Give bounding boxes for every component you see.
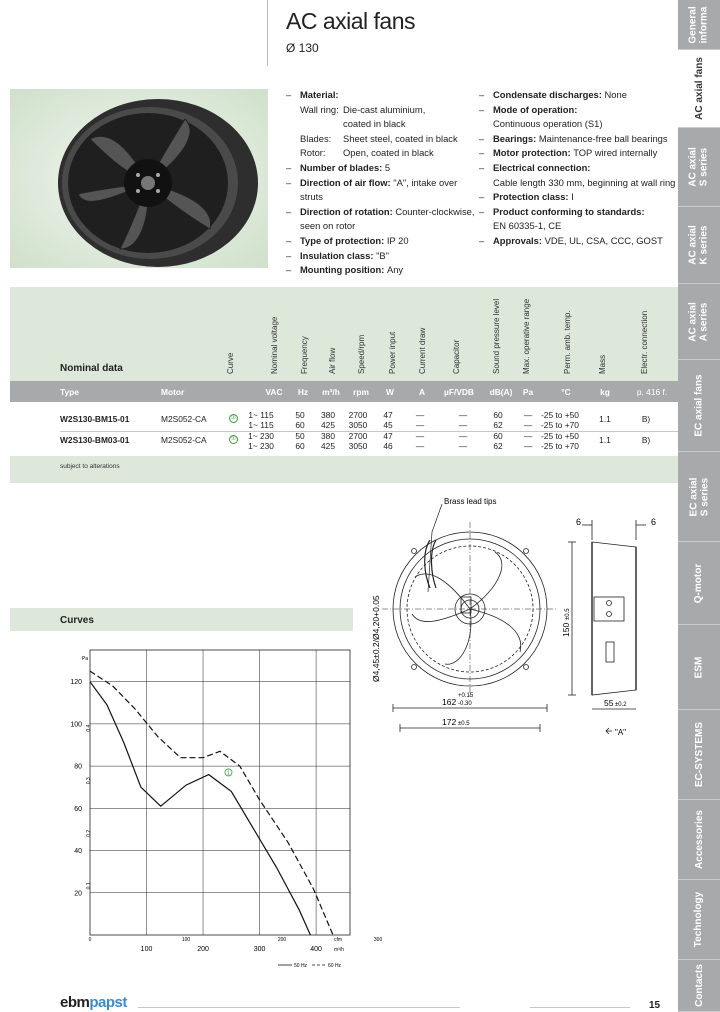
standards-value: EN 60335-1, CE: [493, 220, 562, 232]
insulation-value: "B": [376, 249, 389, 261]
nominal-data-title: Nominal data: [60, 363, 123, 374]
dim-172-tol: ±0.5: [458, 721, 470, 727]
performance-chart: [60, 645, 383, 975]
speed-cell: 2700: [348, 431, 368, 441]
voltage-cell: 1~ 230: [248, 441, 274, 451]
unit-header: Type: [60, 387, 79, 397]
connection-cell: B): [641, 435, 651, 445]
unit-header: °C: [561, 387, 571, 397]
side-tab-5[interactable]: [678, 360, 720, 452]
side-tab-10[interactable]: [678, 800, 720, 880]
rotation-value-2: seen on rotor: [300, 220, 356, 232]
side-tab-label: General informa: [688, 5, 710, 44]
column-header: Mass: [598, 354, 607, 374]
side-tab-12[interactable]: [678, 960, 720, 1012]
temp-cell: -25 to +70: [541, 420, 579, 430]
bearings-value: Maintenance-free ball bearings: [538, 132, 668, 144]
sound-cell: 60: [493, 410, 503, 420]
pressure-cell: —: [523, 410, 533, 420]
dim-6-left: 6: [576, 517, 582, 527]
airflow-cell: 380: [321, 410, 335, 420]
voltage-cell: 1~ 230: [248, 431, 274, 441]
type-cell: W2S130-BM03-01: [60, 435, 130, 445]
motor-cell: M2S052-CA: [161, 435, 207, 445]
side-tab-label: EC-SYSTEMS: [693, 721, 705, 788]
specs-left: – Material: Wall ring: Die-cast aluminium, coated in black Blades: Sheet steel, coated in black Rotor: Open, coated in black – Number of blades: 5 – Direction of air flow: "A", intake over struts – Direction of rotation: Counter-clockwise, seen on rotor – Type of protection: IP 20 – Insulation class: "B" – Mounting position: Any: [286, 88, 475, 278]
product-photo: [10, 89, 268, 268]
column-header: Power input: [388, 331, 397, 374]
frequency-cell: 60: [295, 420, 305, 430]
power-cell: 45: [383, 420, 393, 430]
side-tab-label: Contacts: [693, 964, 705, 1007]
connection-cell: B): [641, 414, 651, 424]
sound-cell: 62: [493, 441, 503, 451]
y-tick-label: 40: [74, 848, 82, 856]
speed-cell: 3050: [348, 441, 368, 451]
x-tick-label: 200: [197, 946, 209, 953]
curve-label-text: 1: [227, 770, 230, 777]
side-tab-7[interactable]: [678, 542, 720, 625]
x-tick-label: 300: [253, 946, 266, 953]
airflow-mark: "A": [615, 728, 627, 737]
rotation-value: Counter-clockwise,: [395, 205, 475, 217]
sound-cell: 62: [493, 420, 503, 430]
airflow-cell: 425: [321, 441, 335, 451]
units-band: [10, 381, 678, 402]
current-cell: —: [415, 431, 425, 441]
capacitor-cell: —: [458, 420, 468, 430]
column-header: Curve: [226, 352, 235, 374]
airflow-cell: 425: [321, 420, 335, 430]
capacitor-cell: —: [458, 431, 468, 441]
mounting-value: Any: [386, 264, 404, 276]
wall-ring-value: Die-cast aluminium,: [343, 103, 426, 115]
num-blades-label: Number of blades:: [300, 161, 383, 173]
pressure-cell: —: [523, 420, 533, 430]
side-tab-8[interactable]: [678, 625, 720, 710]
column-header: Frequency: [300, 336, 309, 374]
type-cell: W2S130-BM15-01: [60, 414, 130, 424]
dim-162-tol-minus: -0.30: [458, 701, 472, 707]
dim-162-tol-plus: +0.15: [458, 693, 474, 699]
frequency-cell: 50: [295, 431, 305, 441]
legend-label: 50 Hz: [294, 963, 308, 969]
curve-number-badge: ①: [230, 415, 237, 421]
column-header: Air flow: [328, 347, 337, 374]
voltage-cell: 1~ 115: [248, 410, 274, 420]
mass-cell: 1.1: [599, 414, 611, 424]
unit-header: rpm: [353, 387, 369, 397]
side-tab-2[interactable]: [678, 128, 720, 207]
speed-cell: 2700: [348, 410, 368, 420]
electrical-label: Electrical connection:: [493, 161, 591, 173]
unit-header: m³/h: [322, 387, 340, 397]
header-divider: [267, 0, 268, 66]
callout-brass: Brass lead tips: [444, 497, 497, 506]
column-header: Sound pressure level: [492, 298, 501, 374]
current-cell: —: [415, 420, 425, 430]
side-tab-label: AC axial fans: [693, 57, 705, 120]
plot-frame: [90, 650, 350, 935]
column-header: Nominal voltage: [270, 316, 279, 374]
frequency-cell: 60: [295, 441, 305, 451]
standards-label: Product conforming to standards:: [493, 205, 645, 217]
unit-header: Hz: [297, 387, 309, 397]
x-tick-label: 100: [140, 946, 153, 953]
pressure-cell: —: [523, 431, 533, 441]
y-secondary-tick: 0.4: [86, 724, 92, 732]
dim-holes: Ø4,45±0.2/Ø4,20+0.05: [371, 595, 381, 682]
temp-cell: -25 to +50: [541, 410, 579, 420]
specs-right: – Condensate discharges: None – Mode of operation: Continuous operation (S1) – Bearings: Maintenance-free ball bearings – Motor protection: TOP wired internally – Electrical connection: Cable length 330 mm, beginning at wall ring – Protection class: I – Product conforming to standards: EN 60335-1, CE – Approvals: VDE, UL, CSA, CCC, GOST: [479, 88, 675, 249]
sound-cell: 60: [493, 431, 503, 441]
curve-number-badge: ①: [230, 436, 237, 442]
frequency-cell: 50: [295, 410, 305, 420]
num-blades-value: 5: [384, 161, 391, 173]
airflow-cell: 380: [321, 431, 335, 441]
page-subtitle: Ø 130: [286, 41, 319, 55]
unit-header: dB(A): [489, 387, 513, 397]
dim-172: 172: [442, 717, 457, 727]
ebmpapst-logo: ebmpapst: [60, 994, 127, 1011]
unit-header: A: [418, 387, 426, 397]
page-number: 15: [649, 1000, 661, 1011]
rotor-value: Open, coated in black: [343, 147, 434, 159]
side-tab-3[interactable]: [678, 207, 720, 284]
voltage-cell: 1~ 115: [248, 420, 274, 430]
side-tab-label: EC axial S series: [687, 477, 710, 516]
x-secondary-tick: 0: [88, 937, 92, 943]
legend-label: 60 Hz: [328, 963, 342, 969]
mode-label: Mode of operation:: [493, 103, 578, 115]
airflow-value: "A", intake over: [393, 176, 458, 188]
wall-ring-label: Wall ring:: [300, 103, 339, 115]
unit-header: Pa: [522, 387, 534, 397]
protection-class-value: I: [571, 191, 574, 203]
pressure-cell: —: [523, 441, 533, 451]
material-label: Material:: [300, 89, 339, 100]
y-tick-label: 100: [70, 721, 82, 729]
curves-title: Curves: [60, 615, 94, 626]
approvals-label: Approvals:: [493, 234, 542, 246]
page-title: AC axial fans: [286, 8, 416, 34]
y-tick-label: 120: [70, 679, 82, 687]
rotation-label: Direction of rotation:: [300, 205, 393, 217]
y-secondary-tick: 0.2: [86, 829, 92, 837]
side-tab-label: AC axial A series: [688, 301, 710, 342]
unit-header: p. 416 f.: [636, 387, 668, 397]
footnote: subject to alterations: [60, 463, 120, 470]
column-header: Capacitor: [452, 339, 461, 374]
y-tick-label: 20: [74, 890, 82, 898]
capacitor-cell: —: [458, 410, 468, 420]
side-tab-label: Q-motor: [693, 563, 705, 603]
motor-protection-label: Motor protection:: [493, 147, 571, 159]
dim-6-right: 6: [651, 517, 657, 527]
temp-cell: -25 to +50: [541, 431, 579, 441]
x-axis-secondary-label: cfm: [334, 937, 343, 943]
protection-type-label: Type of protection:: [300, 234, 385, 246]
x-axis-label: m³/h: [334, 947, 344, 953]
side-tab-nav: [678, 0, 720, 1012]
unit-header: µF/VDB: [444, 387, 474, 397]
column-header: Current draw: [418, 327, 427, 374]
wall-ring-value-2: coated in black: [343, 118, 406, 130]
unit-header: kg: [600, 387, 610, 397]
unit-header: VAC: [265, 387, 283, 397]
side-tab-label: Accessories: [693, 810, 705, 869]
current-cell: —: [415, 441, 425, 451]
power-cell: 47: [383, 410, 393, 420]
mounting-label: Mounting position:: [300, 264, 385, 276]
side-tab-label: AC axial K series: [688, 225, 710, 265]
y-tick-label: 80: [74, 763, 82, 771]
airflow-value-2: struts: [300, 191, 323, 203]
side-tab-0[interactable]: [678, 0, 720, 50]
series-line-60hz: [90, 671, 333, 935]
power-cell: 47: [383, 431, 393, 441]
side-tab-1[interactable]: [678, 50, 720, 128]
rotor-label: Rotor:: [300, 147, 326, 159]
current-cell: —: [415, 410, 425, 420]
blades-label: Blades:: [300, 132, 332, 144]
column-header: Speed/rpm: [357, 334, 366, 374]
electrical-value: Cable length 330 mm, beginning at wall ring: [493, 176, 676, 188]
side-tab-label: Technology: [693, 891, 705, 948]
dim-162: 162: [442, 697, 457, 707]
footer-rule-right: [530, 1007, 630, 1008]
column-header: Max. operative range: [522, 298, 531, 374]
temp-cell: -25 to +70: [541, 441, 579, 451]
side-tab-11[interactable]: [678, 880, 720, 960]
power-cell: 46: [383, 441, 393, 451]
dimension-drawing: [360, 492, 676, 742]
airflow-label: Direction of air flow:: [300, 176, 391, 188]
column-header: Perm. amb. temp.: [563, 310, 572, 374]
dim-55-tol: ±0.2: [615, 702, 627, 708]
column-header: Electr. connection: [640, 310, 649, 374]
footer-rule: [138, 1007, 460, 1008]
y-secondary-tick: 0.1: [86, 882, 92, 890]
x-tick-label: 400: [310, 946, 322, 953]
approvals-value: VDE, UL, CSA, CCC, GOST: [544, 234, 663, 246]
dim-150-tol: ±0.5: [565, 608, 571, 620]
motor-protection-value: TOP wired internally: [573, 147, 658, 159]
side-tab-label: EC axial fans: [693, 374, 705, 437]
blades-value: Sheet steel, coated in black: [343, 132, 458, 144]
unit-header: Motor: [161, 387, 185, 397]
x-secondary-tick: 100: [181, 937, 191, 943]
protection-class-label: Protection class:: [493, 191, 569, 203]
mode-value: Continuous operation (S1): [493, 118, 603, 130]
dim-150: 150: [561, 622, 571, 637]
speed-cell: 3050: [348, 420, 368, 430]
capacitor-cell: —: [458, 441, 468, 451]
y-axis-label: Pa: [81, 656, 88, 662]
unit-header: W: [386, 387, 394, 397]
x-secondary-tick: 300: [373, 937, 383, 943]
bearings-label: Bearings:: [493, 132, 537, 144]
x-secondary-tick: 200: [277, 937, 287, 943]
side-tab-6[interactable]: [678, 452, 720, 542]
dim-55: 55: [604, 698, 614, 708]
condensate-label: Condensate discharges:: [493, 89, 602, 100]
y-secondary-tick: 0.3: [86, 777, 92, 785]
condensate-value: None: [604, 89, 627, 100]
side-tab-9[interactable]: [678, 710, 720, 800]
nominal-table-body: [10, 402, 678, 456]
insulation-label: Insulation class:: [300, 249, 374, 261]
side-tab-4[interactable]: [678, 284, 720, 360]
mass-cell: 1.1: [599, 435, 611, 445]
protection-type-value: IP 20: [386, 234, 409, 246]
side-tab-label: ESM: [693, 656, 705, 678]
motor-cell: M2S052-CA: [161, 414, 207, 424]
side-tab-label: AC axial S series: [688, 147, 710, 187]
y-tick-label: 60: [74, 805, 82, 813]
